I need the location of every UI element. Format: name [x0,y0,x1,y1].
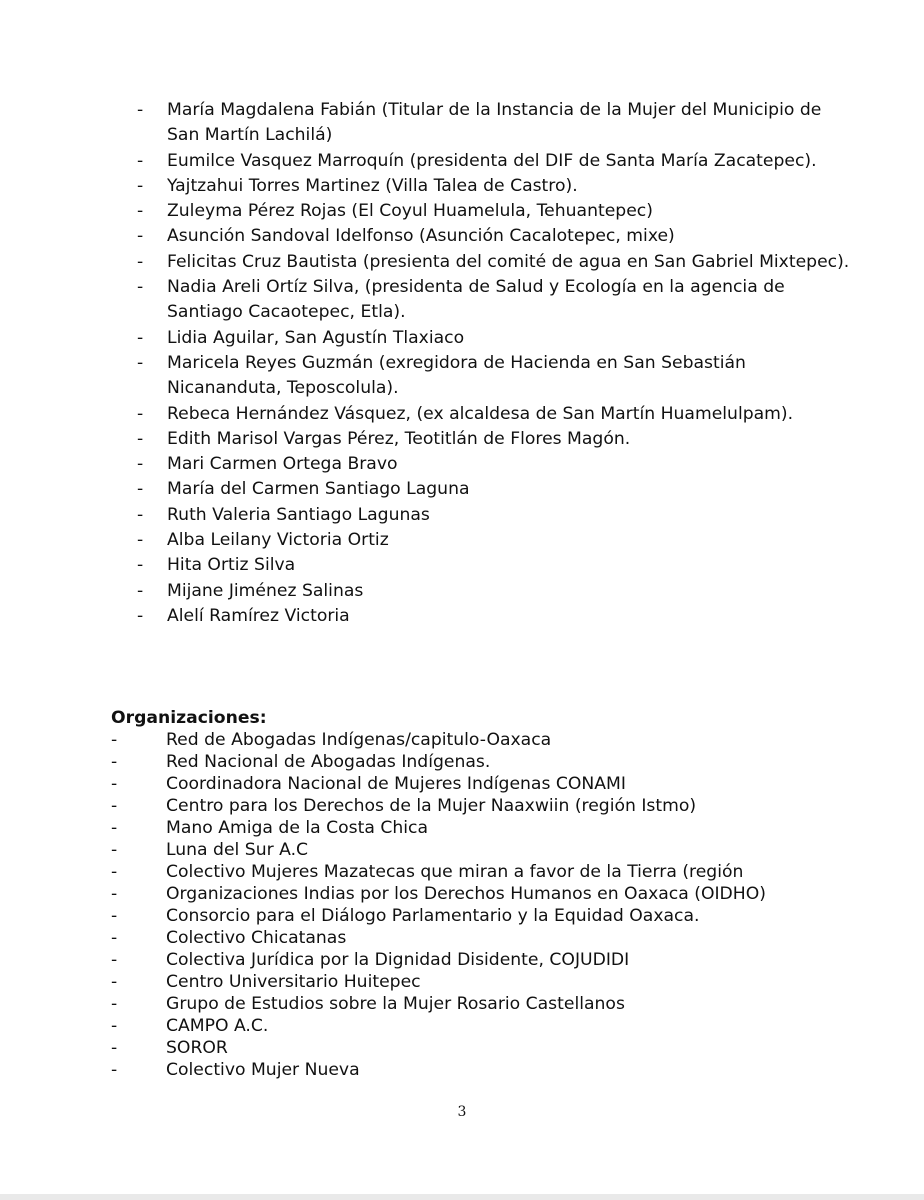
list-dash: - [111,752,118,772]
list-dash: - [137,504,144,525]
list-dash: - [137,454,144,475]
organization-list-item [111,1015,766,1037]
organization-list-item [111,927,766,949]
list-dash: - [111,840,118,860]
list-dash: - [137,555,144,576]
person-list-item [137,199,857,224]
list-dash: - [137,100,144,120]
list-item-text: Colectivo Mujeres Mazatecas que miran a favor de la Tierra (región [166,862,744,882]
organization-list-item [111,971,766,993]
people-list [137,98,857,629]
list-item-text: Organizaciones Indias por los Derechos Humanos en Oaxaca (OIDHO) [166,884,766,904]
list-dash: - [111,774,118,794]
list-item-text: Maricela Reyes Guzmán (exregidora de Hacienda en San Sebastián Nicananduta, Teposcolula). [167,352,746,399]
person-list-item [137,275,857,326]
organization-list-item [111,729,766,751]
list-dash: - [111,972,118,992]
list-item-text: CAMPO A.C. [166,1016,269,1036]
person-list-item [137,579,857,604]
organization-list-item [111,949,766,971]
person-list-item [137,149,857,174]
list-dash: - [137,352,144,373]
list-dash: - [137,327,144,348]
person-list-item [137,174,857,199]
organization-list-item [111,993,766,1015]
list-dash: - [111,730,118,750]
list-dash: - [137,530,144,551]
person-list-item [137,402,857,427]
list-item-text: Coordinadora Nacional de Mujeres Indígenas CONAMI [166,774,626,794]
list-item-text: Lidia Aguilar, San Agustín Tlaxiaco [167,327,465,348]
list-dash: - [111,950,118,970]
person-list-item [137,477,857,502]
organizations-list [111,729,766,1081]
list-item-text: Zuleyma Pérez Rojas (El Coyul Huamelula, Tehuantepec) [167,201,653,222]
list-item-text: Eumilce Vasquez Marroquín (presidenta del DIF de Santa María Zacatepec). [167,150,817,171]
organization-list-item [111,883,766,905]
list-item-text: Red Nacional de Abogadas Indígenas. [166,752,491,772]
list-dash: - [111,1016,118,1036]
list-item-text: Felicitas Cruz Bautista (presienta del comité de agua en San Gabriel Mixtepec). [167,251,850,272]
list-dash: - [137,251,144,272]
list-dash: - [137,580,144,601]
list-item-text: Yajtzahui Torres Martinez (Villa Talea de Castro). [167,175,578,196]
page-number: 3 [457,1104,467,1120]
organization-list-item [111,751,766,773]
list-dash: - [137,175,144,196]
organization-list-item [111,839,766,861]
list-dash: - [111,1060,118,1080]
organization-list-item [111,1037,766,1059]
list-item-text: Alelí Ramírez Victoria [167,605,350,626]
list-item-text: Centro Universitario Huitepec [166,972,421,992]
list-dash: - [111,796,118,816]
list-item-text: Colectivo Chicatanas [166,928,347,948]
list-item-text: Ruth Valeria Santiago Lagunas [167,504,430,525]
list-item-text: María del Carmen Santiago Laguna [167,479,470,500]
list-item-text: Grupo de Estudios sobre la Mujer Rosario Castellanos [166,994,625,1014]
person-list-item [137,604,857,629]
list-item-text: Centro para los Derechos de la Mujer Naaxwiin (región Istmo) [166,796,697,816]
person-list-item [137,528,857,553]
person-list-item [137,553,857,578]
list-dash: - [111,994,118,1014]
list-dash: - [137,403,144,424]
organization-list-item [111,1059,766,1081]
list-item-text: Mari Carmen Ortega Bravo [167,454,398,475]
list-dash: - [137,277,144,298]
person-list-item [137,427,857,452]
list-item-text: Colectivo Mujer Nueva [166,1060,360,1080]
list-item-text: Red de Abogadas Indígenas/capitulo-Oaxaca [166,730,552,750]
list-item-text: Hita Ortiz Silva [167,555,296,576]
person-list-item [137,224,857,249]
organization-list-item [111,905,766,927]
organization-list-item [111,773,766,795]
list-item-text: Mano Amiga de la Costa Chica [166,818,428,838]
organizations-heading: Organizaciones: [111,708,267,728]
list-item-text: Asunción Sandoval Idelfonso (Asunción Cacalotepec, mixe) [167,226,675,247]
list-item-text: Colectiva Jurídica por la Dignidad Disidente, COJUDIDI [166,950,630,970]
list-dash: - [137,605,144,626]
list-dash: - [111,906,118,926]
viewer-bottom-edge [0,1194,924,1200]
list-dash: - [111,1038,118,1058]
person-list-item [137,452,857,477]
person-list-item [137,503,857,528]
list-dash: - [137,479,144,500]
list-item-text: Nadia Areli Ortíz Silva, (presidenta de Salud y Ecología en la agencia de Santiago Cacaotepec, Etla). [167,277,785,323]
list-dash: - [111,884,118,904]
organization-list-item [111,795,766,817]
organization-list-item [111,817,766,839]
list-item-text: Consorcio para el Diálogo Parlamentario y la Equidad Oaxaca. [166,906,700,926]
list-dash: - [137,428,144,449]
person-list-item [137,98,857,149]
list-item-text: Mijane Jiménez Salinas [167,580,364,601]
person-list-item [137,326,857,351]
list-item-text: Rebeca Hernández Vásquez, (ex alcaldesa de San Martín Huamelulpam). [167,403,794,424]
organization-list-item [111,861,766,883]
list-item-text: Edith Marisol Vargas Pérez, Teotitlán de Flores Magón. [167,428,631,449]
list-dash: - [111,818,118,838]
person-list-item [137,351,857,402]
list-item-text: SOROR [166,1038,228,1058]
list-dash: - [137,150,144,171]
person-list-item [137,250,857,275]
list-dash: - [137,226,144,247]
list-item-text: Alba Leilany Victoria Ortiz [167,530,389,551]
list-dash: - [111,862,118,882]
list-item-text: Luna del Sur A.C [166,840,309,860]
list-dash: - [111,928,118,948]
list-dash: - [137,201,144,222]
list-item-text: María Magdalena Fabián (Titular de la Instancia de la Mujer del Municipio de San Martín Lachilá) [167,100,822,146]
